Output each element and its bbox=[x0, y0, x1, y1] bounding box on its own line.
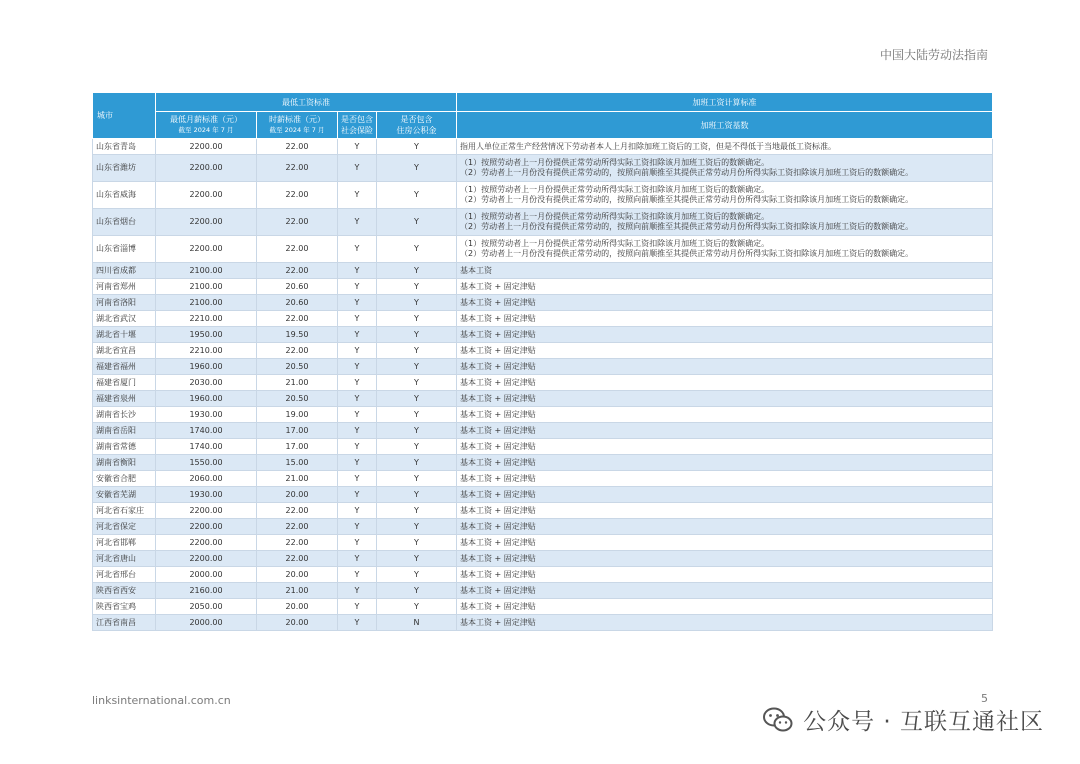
cell-monthly-wage: 2100.00 bbox=[156, 279, 257, 295]
cell-social-insurance: Y bbox=[338, 182, 377, 209]
overtime-basis-line: 基本工资 + 固定津贴 bbox=[460, 425, 536, 435]
cell-housing-fund: Y bbox=[377, 139, 457, 155]
cell-housing-fund: N bbox=[377, 615, 457, 631]
cell-overtime-basis bbox=[457, 263, 993, 279]
cell-hourly-wage: 22.00 bbox=[257, 236, 338, 263]
table-row bbox=[93, 359, 993, 375]
table-row bbox=[93, 295, 993, 311]
cell-social-insurance: Y bbox=[338, 155, 377, 182]
cell-monthly-wage: 1950.00 bbox=[156, 327, 257, 343]
column-header-fund-line2: 住房公积金 bbox=[396, 126, 437, 135]
cell-city: 陕西省西安 bbox=[93, 583, 156, 599]
cell-housing-fund: Y bbox=[377, 439, 457, 455]
wechat-icon bbox=[763, 707, 793, 733]
overtime-basis-line: 基本工资 + 固定津贴 bbox=[460, 489, 536, 499]
cell-housing-fund: Y bbox=[377, 375, 457, 391]
overtime-basis-line: 基本工资 + 固定津贴 bbox=[460, 409, 536, 419]
cell-monthly-wage: 2000.00 bbox=[156, 567, 257, 583]
cell-city: 山东省潍坊 bbox=[93, 155, 156, 182]
cell-hourly-wage: 22.00 bbox=[257, 343, 338, 359]
overtime-basis-line: 基本工资 + 固定津贴 bbox=[460, 441, 536, 451]
column-header-overtime-basis: 加班工资基数 bbox=[457, 112, 993, 139]
cell-social-insurance: Y bbox=[338, 583, 377, 599]
cell-monthly-wage: 2200.00 bbox=[156, 551, 257, 567]
cell-overtime-basis bbox=[457, 487, 993, 503]
cell-monthly-wage: 1930.00 bbox=[156, 487, 257, 503]
cell-monthly-wage: 2200.00 bbox=[156, 503, 257, 519]
overtime-basis-line: 基本工资 + 固定津贴 bbox=[460, 297, 536, 307]
cell-overtime-basis bbox=[457, 139, 993, 155]
table-row bbox=[93, 487, 993, 503]
cell-monthly-wage: 2210.00 bbox=[156, 343, 257, 359]
cell-monthly-wage: 2160.00 bbox=[156, 583, 257, 599]
cell-hourly-wage: 15.00 bbox=[257, 455, 338, 471]
cell-hourly-wage: 20.00 bbox=[257, 599, 338, 615]
column-header-monthly-note: 截至 2024 年 7 月 bbox=[178, 126, 234, 134]
cell-housing-fund: Y bbox=[377, 359, 457, 375]
cell-housing-fund: Y bbox=[377, 391, 457, 407]
cell-housing-fund: Y bbox=[377, 455, 457, 471]
table-row bbox=[93, 567, 993, 583]
cell-hourly-wage: 22.00 bbox=[257, 311, 338, 327]
cell-housing-fund: Y bbox=[377, 311, 457, 327]
column-header-hourly bbox=[257, 112, 338, 139]
cell-housing-fund: Y bbox=[377, 155, 457, 182]
cell-monthly-wage: 2210.00 bbox=[156, 311, 257, 327]
column-header-social-line2: 社会保险 bbox=[341, 126, 373, 135]
page-header-title: 中国大陆劳动法指南 bbox=[879, 48, 988, 62]
cell-hourly-wage: 20.00 bbox=[257, 487, 338, 503]
cell-monthly-wage: 2000.00 bbox=[156, 615, 257, 631]
cell-housing-fund: Y bbox=[377, 551, 457, 567]
cell-housing-fund: Y bbox=[377, 407, 457, 423]
cell-social-insurance: Y bbox=[338, 311, 377, 327]
cell-overtime-basis bbox=[457, 209, 993, 236]
cell-hourly-wage: 21.00 bbox=[257, 583, 338, 599]
table-row bbox=[93, 535, 993, 551]
cell-city: 福建省泉州 bbox=[93, 391, 156, 407]
overtime-basis-line: 基本工资 + 固定津贴 bbox=[460, 537, 536, 547]
cell-hourly-wage: 19.00 bbox=[257, 407, 338, 423]
cell-social-insurance: Y bbox=[338, 391, 377, 407]
cell-housing-fund: Y bbox=[377, 503, 457, 519]
cell-housing-fund: Y bbox=[377, 236, 457, 263]
cell-monthly-wage: 2030.00 bbox=[156, 375, 257, 391]
cell-housing-fund: Y bbox=[377, 295, 457, 311]
overtime-basis-line: 基本工资 + 固定津贴 bbox=[460, 457, 536, 467]
cell-monthly-wage: 2200.00 bbox=[156, 209, 257, 236]
table-row bbox=[93, 343, 993, 359]
cell-social-insurance: Y bbox=[338, 407, 377, 423]
cell-city: 山东省青岛 bbox=[93, 139, 156, 155]
column-header-housing-fund bbox=[377, 112, 457, 139]
overtime-basis-line: （2）劳动者上一月份没有提供正常劳动的，按照向前顺推至其提供正常劳动月份所得实际工资扣除该月加班工资后的数额确定。 bbox=[460, 195, 914, 204]
cell-housing-fund: Y bbox=[377, 567, 457, 583]
cell-hourly-wage: 17.00 bbox=[257, 439, 338, 455]
cell-overtime-basis bbox=[457, 236, 993, 263]
cell-city: 四川省成都 bbox=[93, 263, 156, 279]
cell-monthly-wage: 1930.00 bbox=[156, 407, 257, 423]
cell-social-insurance: Y bbox=[338, 471, 377, 487]
cell-overtime-basis bbox=[457, 311, 993, 327]
cell-overtime-basis bbox=[457, 375, 993, 391]
column-header-city: 城市 bbox=[93, 93, 156, 139]
cell-housing-fund: Y bbox=[377, 279, 457, 295]
cell-social-insurance: Y bbox=[338, 615, 377, 631]
overtime-basis-line: 基本工资 + 固定津贴 bbox=[460, 505, 536, 515]
overtime-basis-line: （2）劳动者上一月份没有提供正常劳动的，按照向前顺推至其提供正常劳动月份所得实际工资扣除该月加班工资后的数额确定。 bbox=[460, 249, 914, 258]
cell-hourly-wage: 19.50 bbox=[257, 327, 338, 343]
cell-monthly-wage: 1740.00 bbox=[156, 423, 257, 439]
cell-housing-fund: Y bbox=[377, 327, 457, 343]
cell-social-insurance: Y bbox=[338, 295, 377, 311]
cell-city: 福建省福州 bbox=[93, 359, 156, 375]
column-header-hourly-label: 时薪标准（元） bbox=[269, 115, 325, 124]
cell-overtime-basis bbox=[457, 551, 993, 567]
table-row bbox=[93, 311, 993, 327]
cell-social-insurance: Y bbox=[338, 423, 377, 439]
column-header-hourly-note: 截至 2024 年 7 月 bbox=[269, 126, 325, 134]
cell-monthly-wage: 2050.00 bbox=[156, 599, 257, 615]
overtime-basis-line: （1）按照劳动者上一月份提供正常劳动所得实际工资扣除该月加班工资后的数额确定。 bbox=[460, 158, 770, 167]
overtime-basis-line: 基本工资 + 固定津贴 bbox=[460, 377, 536, 387]
cell-social-insurance: Y bbox=[338, 519, 377, 535]
cell-overtime-basis bbox=[457, 471, 993, 487]
cell-city: 湖南省岳阳 bbox=[93, 423, 156, 439]
cell-city: 江西省南昌 bbox=[93, 615, 156, 631]
column-header-social-insurance bbox=[338, 112, 377, 139]
cell-hourly-wage: 20.60 bbox=[257, 295, 338, 311]
cell-city: 湖北省武汉 bbox=[93, 311, 156, 327]
cell-hourly-wage: 20.50 bbox=[257, 391, 338, 407]
cell-hourly-wage: 20.60 bbox=[257, 279, 338, 295]
cell-overtime-basis bbox=[457, 455, 993, 471]
cell-overtime-basis bbox=[457, 583, 993, 599]
cell-city: 山东省威海 bbox=[93, 182, 156, 209]
table-row bbox=[93, 551, 993, 567]
cell-social-insurance: Y bbox=[338, 567, 377, 583]
cell-hourly-wage: 20.00 bbox=[257, 567, 338, 583]
cell-monthly-wage: 1960.00 bbox=[156, 359, 257, 375]
cell-housing-fund: Y bbox=[377, 535, 457, 551]
cell-overtime-basis bbox=[457, 503, 993, 519]
cell-overtime-basis bbox=[457, 599, 993, 615]
cell-monthly-wage: 2200.00 bbox=[156, 236, 257, 263]
cell-social-insurance: Y bbox=[338, 375, 377, 391]
cell-city: 河北省邯郸 bbox=[93, 535, 156, 551]
watermark-text: 公众号 · 互联互通社区 bbox=[803, 709, 1044, 735]
cell-monthly-wage: 2200.00 bbox=[156, 535, 257, 551]
overtime-basis-line: 基本工资 + 固定津贴 bbox=[460, 281, 536, 291]
table-row bbox=[93, 139, 993, 155]
column-header-monthly bbox=[156, 112, 257, 139]
overtime-basis-line: （1）按照劳动者上一月份提供正常劳动所得实际工资扣除该月加班工资后的数额确定。 bbox=[460, 212, 770, 221]
cell-overtime-basis bbox=[457, 407, 993, 423]
overtime-basis-line: 基本工资 + 固定津贴 bbox=[460, 585, 536, 595]
cell-monthly-wage: 1960.00 bbox=[156, 391, 257, 407]
table-body bbox=[93, 139, 993, 631]
minimum-wage-table bbox=[92, 92, 993, 631]
table-row bbox=[93, 279, 993, 295]
overtime-basis-line: 基本工资 + 固定津贴 bbox=[460, 345, 536, 355]
cell-city: 河北省石家庄 bbox=[93, 503, 156, 519]
table-row bbox=[93, 439, 993, 455]
cell-social-insurance: Y bbox=[338, 263, 377, 279]
table-row bbox=[93, 471, 993, 487]
cell-social-insurance: Y bbox=[338, 343, 377, 359]
cell-hourly-wage: 22.00 bbox=[257, 519, 338, 535]
cell-housing-fund: Y bbox=[377, 599, 457, 615]
overtime-basis-line: 基本工资 + 固定津贴 bbox=[460, 361, 536, 371]
cell-housing-fund: Y bbox=[377, 519, 457, 535]
cell-city: 河北省邢台 bbox=[93, 567, 156, 583]
cell-social-insurance: Y bbox=[338, 535, 377, 551]
overtime-basis-line: （2）劳动者上一月份没有提供正常劳动的，按照向前顺推至其提供正常劳动月份所得实际工资扣除该月加班工资后的数额确定。 bbox=[460, 222, 914, 231]
table-row bbox=[93, 519, 993, 535]
cell-city: 湖南省衡阳 bbox=[93, 455, 156, 471]
cell-hourly-wage: 22.00 bbox=[257, 551, 338, 567]
cell-social-insurance: Y bbox=[338, 279, 377, 295]
cell-city: 福建省厦门 bbox=[93, 375, 156, 391]
overtime-basis-line: （1）按照劳动者上一月份提供正常劳动所得实际工资扣除该月加班工资后的数额确定。 bbox=[460, 185, 770, 194]
cell-city: 湖南省常德 bbox=[93, 439, 156, 455]
cell-overtime-basis bbox=[457, 535, 993, 551]
cell-housing-fund: Y bbox=[377, 423, 457, 439]
cell-housing-fund: Y bbox=[377, 471, 457, 487]
cell-hourly-wage: 21.00 bbox=[257, 375, 338, 391]
cell-city: 山东省淄博 bbox=[93, 236, 156, 263]
cell-monthly-wage: 2060.00 bbox=[156, 471, 257, 487]
cell-overtime-basis bbox=[457, 327, 993, 343]
overtime-basis-line: 基本工资 + 固定津贴 bbox=[460, 393, 536, 403]
cell-city: 湖北省宜昌 bbox=[93, 343, 156, 359]
cell-monthly-wage: 1550.00 bbox=[156, 455, 257, 471]
table-row bbox=[93, 327, 993, 343]
overtime-basis-line: 基本工资 + 固定津贴 bbox=[460, 601, 536, 611]
cell-social-insurance: Y bbox=[338, 209, 377, 236]
watermark bbox=[763, 703, 1044, 736]
cell-overtime-basis bbox=[457, 519, 993, 535]
page-number: 5 bbox=[981, 692, 988, 705]
cell-overtime-basis bbox=[457, 423, 993, 439]
overtime-basis-line: （1）按照劳动者上一月份提供正常劳动所得实际工资扣除该月加班工资后的数额确定。 bbox=[460, 239, 770, 248]
table-row bbox=[93, 155, 993, 182]
cell-social-insurance: Y bbox=[338, 236, 377, 263]
cell-monthly-wage: 2100.00 bbox=[156, 295, 257, 311]
cell-overtime-basis bbox=[457, 182, 993, 209]
cell-hourly-wage: 20.50 bbox=[257, 359, 338, 375]
overtime-basis-line: 基本工资 bbox=[460, 265, 492, 275]
overtime-basis-line: 基本工资 + 固定津贴 bbox=[460, 617, 536, 627]
cell-social-insurance: Y bbox=[338, 439, 377, 455]
cell-city: 河南省洛阳 bbox=[93, 295, 156, 311]
cell-social-insurance: Y bbox=[338, 327, 377, 343]
overtime-basis-line: 指用人单位正常生产经营情况下劳动者本人上月扣除加班工资后的工资，但是不得低于当地最低工资标准。 bbox=[460, 141, 836, 151]
cell-city: 安徽省芜湖 bbox=[93, 487, 156, 503]
cell-social-insurance: Y bbox=[338, 551, 377, 567]
table-row bbox=[93, 375, 993, 391]
cell-monthly-wage: 2200.00 bbox=[156, 139, 257, 155]
cell-monthly-wage: 2200.00 bbox=[156, 182, 257, 209]
cell-city: 湖南省长沙 bbox=[93, 407, 156, 423]
cell-overtime-basis bbox=[457, 279, 993, 295]
overtime-basis-line: 基本工资 + 固定津贴 bbox=[460, 473, 536, 483]
cell-social-insurance: Y bbox=[338, 599, 377, 615]
cell-overtime-basis bbox=[457, 615, 993, 631]
cell-hourly-wage: 22.00 bbox=[257, 209, 338, 236]
cell-social-insurance: Y bbox=[338, 503, 377, 519]
cell-overtime-basis bbox=[457, 439, 993, 455]
cell-housing-fund: Y bbox=[377, 209, 457, 236]
table-row bbox=[93, 236, 993, 263]
cell-monthly-wage: 1740.00 bbox=[156, 439, 257, 455]
cell-overtime-basis bbox=[457, 295, 993, 311]
cell-city: 河北省保定 bbox=[93, 519, 156, 535]
cell-hourly-wage: 22.00 bbox=[257, 263, 338, 279]
cell-housing-fund: Y bbox=[377, 343, 457, 359]
cell-hourly-wage: 22.00 bbox=[257, 139, 338, 155]
table-row bbox=[93, 182, 993, 209]
table-row bbox=[93, 599, 993, 615]
cell-overtime-basis bbox=[457, 567, 993, 583]
cell-city: 河北省唐山 bbox=[93, 551, 156, 567]
cell-hourly-wage: 17.00 bbox=[257, 423, 338, 439]
cell-monthly-wage: 2200.00 bbox=[156, 519, 257, 535]
cell-monthly-wage: 2200.00 bbox=[156, 155, 257, 182]
cell-hourly-wage: 21.00 bbox=[257, 471, 338, 487]
cell-overtime-basis bbox=[457, 391, 993, 407]
table-row bbox=[93, 455, 993, 471]
overtime-basis-line: （2）劳动者上一月份没有提供正常劳动的，按照向前顺推至其提供正常劳动月份所得实际工资扣除该月加班工资后的数额确定。 bbox=[460, 168, 914, 177]
table-row bbox=[93, 263, 993, 279]
cell-housing-fund: Y bbox=[377, 182, 457, 209]
footer-url: linksinternational.com.cn bbox=[92, 694, 231, 707]
cell-housing-fund: Y bbox=[377, 583, 457, 599]
cell-city: 安徽省合肥 bbox=[93, 471, 156, 487]
overtime-basis-line: 基本工资 + 固定津贴 bbox=[460, 569, 536, 579]
table-row bbox=[93, 615, 993, 631]
cell-housing-fund: Y bbox=[377, 487, 457, 503]
cell-hourly-wage: 22.00 bbox=[257, 535, 338, 551]
cell-city: 湖北省十堰 bbox=[93, 327, 156, 343]
cell-overtime-basis bbox=[457, 359, 993, 375]
cell-social-insurance: Y bbox=[338, 487, 377, 503]
cell-overtime-basis bbox=[457, 343, 993, 359]
table-row bbox=[93, 209, 993, 236]
group-header-overtime: 加班工资计算标准 bbox=[457, 93, 993, 112]
group-header-min-wage: 最低工资标准 bbox=[156, 93, 457, 112]
cell-city: 山东省烟台 bbox=[93, 209, 156, 236]
table-row bbox=[93, 423, 993, 439]
overtime-basis-line: 基本工资 + 固定津贴 bbox=[460, 553, 536, 563]
cell-hourly-wage: 20.00 bbox=[257, 615, 338, 631]
cell-social-insurance: Y bbox=[338, 359, 377, 375]
cell-hourly-wage: 22.00 bbox=[257, 503, 338, 519]
cell-housing-fund: Y bbox=[377, 263, 457, 279]
overtime-basis-line: 基本工资 + 固定津贴 bbox=[460, 313, 536, 323]
table-row bbox=[93, 583, 993, 599]
cell-hourly-wage: 22.00 bbox=[257, 182, 338, 209]
cell-social-insurance: Y bbox=[338, 455, 377, 471]
cell-hourly-wage: 22.00 bbox=[257, 155, 338, 182]
cell-social-insurance: Y bbox=[338, 139, 377, 155]
column-header-social-line1: 是否包含 bbox=[341, 115, 373, 124]
overtime-basis-line: 基本工资 + 固定津贴 bbox=[460, 329, 536, 339]
table-row bbox=[93, 391, 993, 407]
cell-city: 河南省郑州 bbox=[93, 279, 156, 295]
column-header-monthly-label: 最低月薪标准（元） bbox=[170, 115, 242, 124]
overtime-basis-line: 基本工资 + 固定津贴 bbox=[460, 521, 536, 531]
cell-monthly-wage: 2100.00 bbox=[156, 263, 257, 279]
table-row bbox=[93, 503, 993, 519]
column-header-fund-line1: 是否包含 bbox=[400, 115, 433, 124]
cell-city: 陕西省宝鸡 bbox=[93, 599, 156, 615]
cell-overtime-basis bbox=[457, 155, 993, 182]
table-row bbox=[93, 407, 993, 423]
